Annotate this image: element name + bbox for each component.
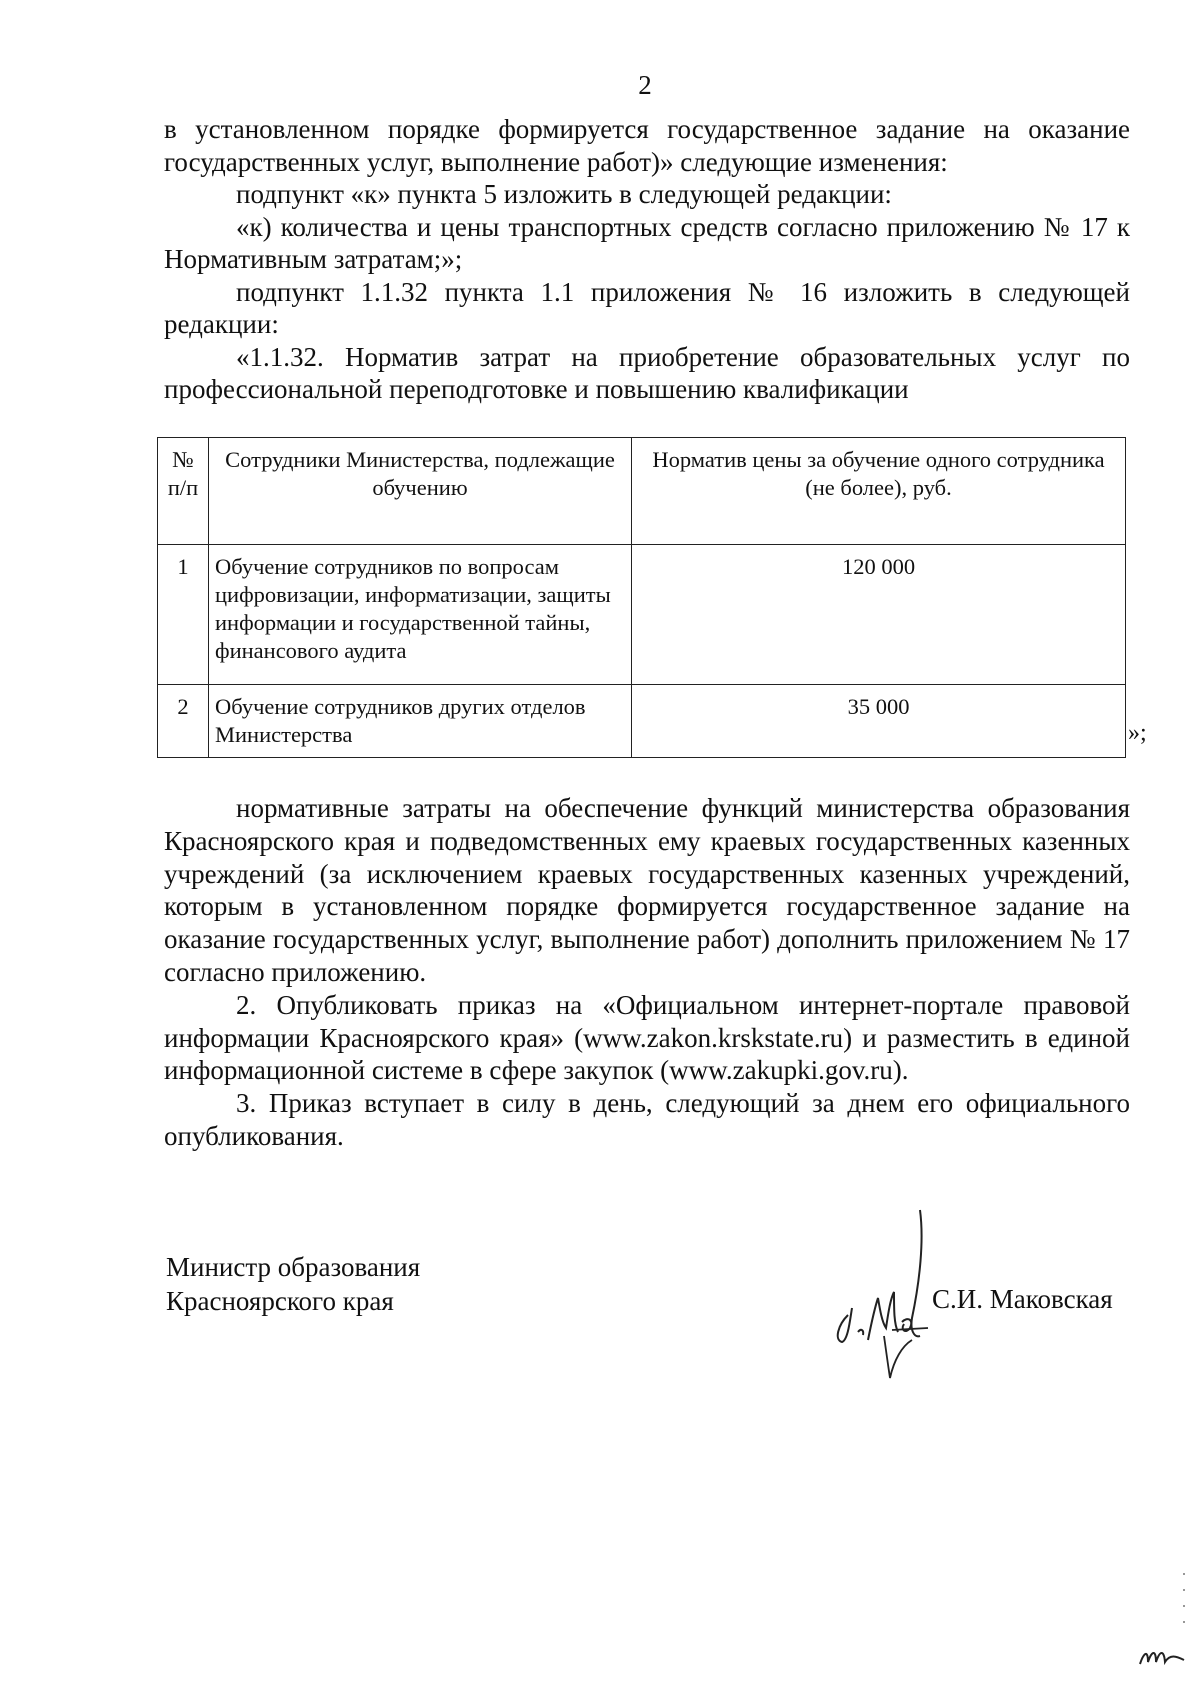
position-line-2: Красноярского края bbox=[166, 1286, 394, 1316]
table-header-row bbox=[158, 438, 1126, 545]
position-line-1: Министр образования bbox=[166, 1252, 421, 1282]
page-number: 2 bbox=[638, 70, 652, 100]
row-price: 120 000 bbox=[632, 545, 1126, 685]
row-staff: Обучение сотрудников по вопросам цифровизации, информатизации, защиты информации и государственной тайны, финансового аудита bbox=[209, 545, 632, 685]
header-staff: Сотрудники Министерства, подлежащие обучению bbox=[209, 438, 632, 545]
row-num: 1 bbox=[158, 545, 209, 685]
intro-paragraph-1: в установленном порядке формируется государственное задание на оказание государственных услуг, выполнение работ)» следующие изменения: bbox=[164, 114, 1130, 177]
intro-paragraph-3: «к) количества и цены транспортных средств согласно приложению № 17 к Нормативным затратам;»; bbox=[164, 211, 1130, 274]
intro-paragraph-2: подпункт «к» пункта 5 изложить в следующей редакции: bbox=[236, 179, 892, 209]
cost-norms-table bbox=[157, 437, 1126, 758]
body-paragraph-1: нормативные затраты на обеспечение функций министерства образования Красноярского края и подведомственных ему краевых государственных казенных учреждений (за исключением краевых государственных казенных учреждений, которым в установленном порядке формируется государственное задание на оказание государственных услуг, выполнение работ) дополнить приложением № 17 согласно приложению. bbox=[164, 793, 1130, 987]
body-paragraph-2: 2. Опубликовать приказ на «Официальном интернет-портале правовой информации Красноярского края» (www.zakon.krskstate.ru) и разместить в единой информационной системе в сфере закупок (www.zakupki.gov.ru). bbox=[164, 989, 1130, 1086]
table-row bbox=[158, 545, 1126, 685]
row-staff: Обучение сотрудников других отделов Министерства bbox=[209, 685, 632, 758]
row-num: 2 bbox=[158, 685, 209, 758]
main-text bbox=[164, 792, 1130, 1153]
intro-text bbox=[164, 113, 1130, 406]
signer-name: С.И. Маковская bbox=[932, 1284, 1113, 1314]
intro-paragraph-5: «1.1.32. Норматив затрат на приобретение образовательных услуг по профессиональной переподготовке и повышению квалификации bbox=[164, 341, 1130, 404]
signatory-position bbox=[166, 1250, 420, 1318]
table-closing-quote: »; bbox=[1128, 720, 1147, 746]
header-price: Норматив цены за обучение одного сотрудника (не более), руб. bbox=[632, 438, 1126, 545]
margin-dots bbox=[1180, 1570, 1188, 1630]
table-row bbox=[158, 685, 1126, 758]
header-num: № п/п bbox=[158, 438, 209, 545]
intro-paragraph-4: подпункт 1.1.32 пункта 1.1 приложения № 16 изложить в следующей редакции: bbox=[164, 276, 1130, 339]
handwritten-signature bbox=[828, 1200, 938, 1380]
row-price: 35 000 bbox=[632, 685, 1126, 758]
handwritten-initials bbox=[1138, 1640, 1188, 1670]
body-paragraph-3: 3. Приказ вступает в силу в день, следующий за днем его официального опубликования. bbox=[164, 1088, 1130, 1151]
